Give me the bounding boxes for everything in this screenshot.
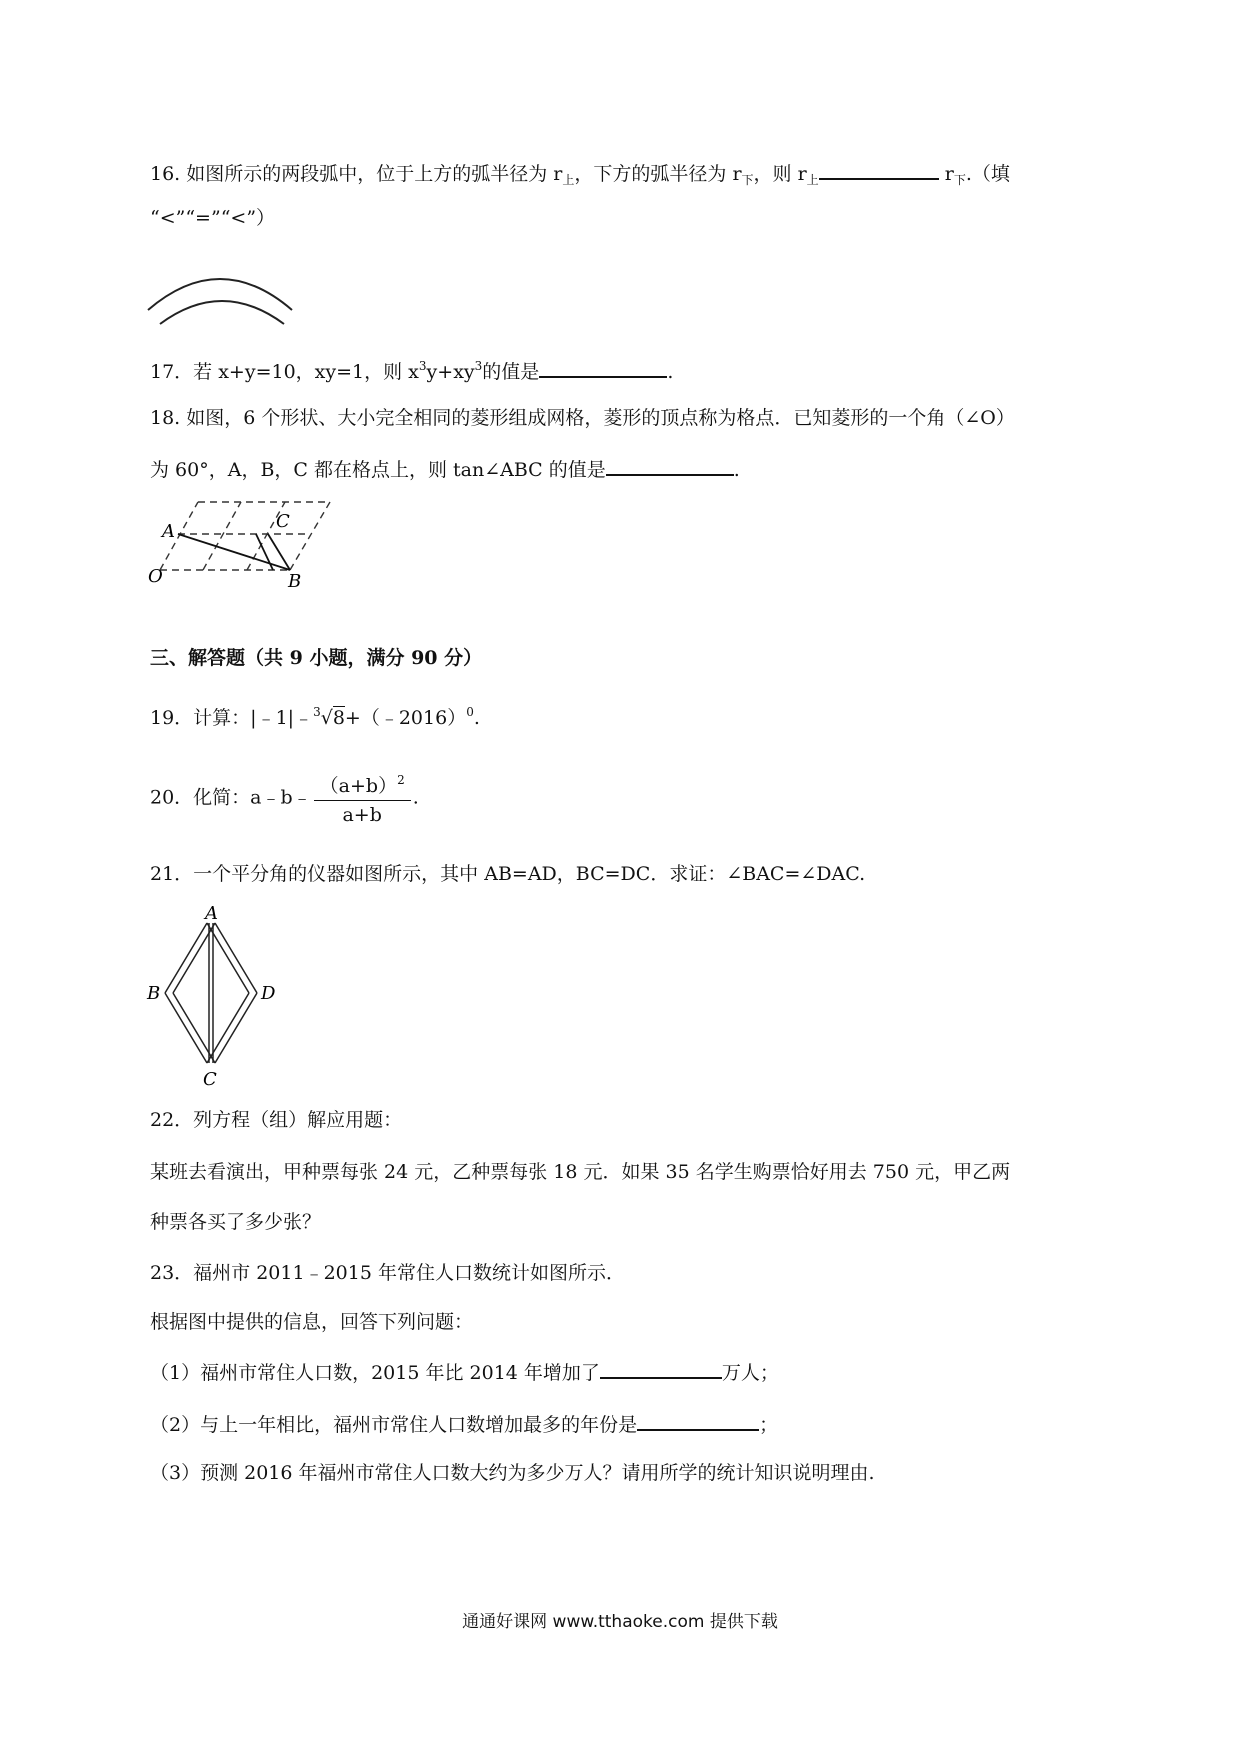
page-footer: 通通好课网 www.tthaoke.com 提供下载 — [462, 1612, 778, 1632]
q22-line2: 某班去看演出，甲种票每张 24 元，乙种票每张 18 元．如果 35 名学生购票恰好用去 750 元，甲乙两 — [150, 1161, 1011, 1183]
q16-sub-up: 上 — [562, 173, 575, 187]
q16-sub-up2: 上 — [806, 173, 819, 187]
segment-ab — [178, 534, 290, 570]
q21-angle-bisector-figure — [145, 905, 285, 1090]
q19-line: 19．计算：|﹣1|﹣$^3$√8+（﹣2016）$^0$. — [150, 705, 480, 729]
root-index: 3 — [313, 705, 321, 719]
lower-arc — [160, 301, 284, 324]
q22-line3: 种票各买了多少张？ — [150, 1211, 322, 1233]
bar-ad-outer — [215, 923, 257, 993]
label-a: A — [162, 521, 175, 542]
q16-line1: 16. 如图所示的两段弧中，位于上方的弧半径为 $r_上$，下方的弧半径为 $r_下$，则 $r_上$ $r_下$.（填 — [150, 160, 1010, 192]
q21-line: 21．一个平分角的仪器如图所示，其中 AB=AD，BC=DC．求证：∠BAC=∠DAC. — [150, 863, 866, 885]
label-c: C — [276, 511, 290, 532]
q17-line: 17．若 x+y=10，xy=1，则 $x^3y+xy^3$的值是 . — [150, 359, 674, 383]
radical-icon: √ — [320, 707, 333, 729]
q16-arcs-figure — [140, 258, 300, 333]
q16-sub-down2: 下 — [953, 173, 966, 187]
upper-arc — [148, 279, 292, 310]
label-a: A — [205, 905, 218, 924]
q20-fraction: $\frac{(a+b)^2}{a+b}$ — [314, 768, 411, 827]
bar-bc-outer — [165, 993, 207, 1063]
q23-sub2-blank[interactable] — [637, 1411, 759, 1431]
label-b: B — [288, 571, 302, 592]
q20-line: 20．化简：a﹣b﹣ $\frac{(a+b)^2}{a+b}$ . — [150, 768, 419, 827]
grid-slant-2 — [203, 502, 241, 570]
q16-line2: “<”“=”“<”） — [150, 207, 276, 229]
bar-ab-outer — [165, 923, 207, 993]
q16-sub-down: 下 — [741, 173, 754, 187]
q23-sub2: （2）与上一年相比，福州市常住人口数增加最多的年份是 ； — [150, 1411, 778, 1437]
radicand: 8 — [332, 707, 345, 729]
q23-sub3: （3）预测 2016 年福州市常住人口数大约为多少万人？请用所学的统计知识说明理由. — [150, 1462, 875, 1484]
label-d: D — [261, 983, 276, 1004]
q22-line1: 22．列方程（组）解应用题： — [150, 1109, 403, 1131]
label-b: B — [147, 983, 161, 1004]
q17-answer-blank[interactable] — [539, 358, 667, 378]
q16-answer-blank[interactable] — [819, 160, 939, 180]
grid-slant-4 — [290, 502, 330, 570]
q18-line1: 18. 如图，6 个形状、大小完全相同的菱形组成网格，菱形的顶点称为格点．已知菱形的一个角（∠O） — [150, 407, 1015, 429]
bar-dc-outer — [215, 993, 257, 1063]
label-o: O — [148, 566, 163, 587]
q18-answer-blank[interactable] — [606, 456, 734, 476]
q23-sub1: （1）福州市常住人口数，2015 年比 2014 年增加了 万人； — [150, 1359, 779, 1385]
section3-title: 三、解答题（共 9 小题，满分 90 分） — [150, 647, 483, 669]
q23-sub1-blank[interactable] — [600, 1359, 722, 1379]
label-c: C — [203, 1069, 217, 1090]
q18-rhombus-grid-figure — [148, 492, 348, 592]
q18-line2: 为 60°，A，B，C 都在格点上，则 tan∠ABC 的值是 . — [150, 456, 740, 482]
q23-line1: 23．福州市 2011﹣2015 年常住人口数统计如图所示． — [150, 1262, 625, 1284]
q23-line2: 根据图中提供的信息，回答下列问题： — [150, 1311, 474, 1333]
